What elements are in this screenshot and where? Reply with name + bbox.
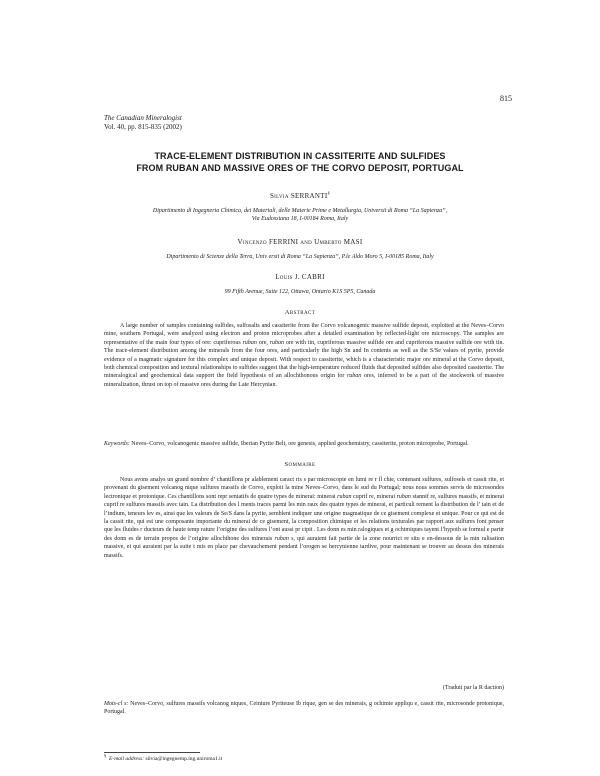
abstract-text-part-4: ores, inferred to be a part of the stockwork of massive mineralization, thrust on top of massive ores during the Late Hercynian. <box>104 373 504 388</box>
sommaire-text-part-2: cuprif re, minerai <box>351 493 397 500</box>
journal-volume: Vol. 40, pp. 815-835 (2002) <box>104 123 182 131</box>
footnote-mark: § <box>104 753 107 759</box>
paper-title <box>60 150 540 174</box>
mots-cles-text: Neves–Corvo, sulfures massifs volcanog niques, Ceinture Pyriteuse Ib rique, gen se des minerais, g ochimie appliqu e, cassit rite, microsonde protonique, Portugal. <box>104 701 504 716</box>
abstract-text <box>104 322 504 389</box>
journal-header <box>104 114 182 132</box>
author-1 <box>60 192 540 200</box>
footnote <box>104 753 223 762</box>
author-1-name: Silvia SERRANTI <box>269 192 328 200</box>
abstract-text-part-2: ore, <box>256 339 270 346</box>
title-line-2: FROM RUBAN AND MASSIVE ORES OF THE CORVO DEPOSIT, PORTUGAL <box>136 163 464 173</box>
abstract-text-part-3: ore with tin, cupriferous massive sulfide ore and cupriferous massive sulfide ore with tin. The trace-element distribution among the minerals from the four ores, and particularly the high Sn and In contents as well as the S/Se values of pyrite, provide evidence of a magmatic signature for this complex and unique deposit. With respect to cassiterite, which is a characteristic major ore mineral at the Corvo deposit, both chemical composition and textural relationships to sulfides suggest that the high-temperature reduced fluids that deposited sulfides also deposited cassiterite. The mineralogical and geochemical data support the field hypothesis of an allochthonous origin for <box>104 339 504 380</box>
sommaire-heading: Sommaire <box>284 461 316 468</box>
footnote-email: silvia@ingegnemp.ing.uniroma1.it <box>144 756 223 762</box>
author-1-footnote-mark: § <box>327 190 331 196</box>
sommaire-text <box>104 476 504 560</box>
sommaire-text-part-3: stannif re, sulfures massifs, et minerai cuprif re sulfures massifs avec tain. La distribution des l ments traces parmi les min raux des quatre types de minerai, et particuli rement la distribution de l’ tain et de l’indium, teneurs lev es, ainsi que les valeurs de Se/S dans la pyrite, semblent indiquer une origine magmatique de ce gisement complexe et unique. Pour ce qui est de la cassit rite, qui est une composante importante du minerai de ce gisement, la composition chimique et les relations texturales par rapport aux sulfures font penser que les fluides r ducteurs de haute temp rature l’origine des sulfures l’ont aussi pr cipit . Les donn es min ralogiques et g ochimiques tayent l’hypoth se formul e partir des donn es de terrain propos de l’origine allochthone des minerais <box>104 493 504 542</box>
abstract-italic-ruban-3: ruban <box>346 373 362 380</box>
author-3: Louis J. CABRI <box>275 273 325 281</box>
keywords-text: Neves–Corvo, volcanogenic massive sulfide, Iberian Pyrite Belt, ore genesis, applied geochemistry, cassiterite, proton microprobe, Portugal. <box>129 441 469 447</box>
keywords-label: Keywords: <box>104 441 130 447</box>
affiliation-1-line-2: Via Eudossiana 18, I-00184 Roma, Italy <box>251 216 349 222</box>
author-2: Vincenzo FERRINI and Umberto MASI <box>237 238 363 246</box>
keywords <box>104 440 504 448</box>
affiliation-3: 99 Fifth Avenue, Suite 122, Ottawa, Ontario K1S 5P5, Canada <box>224 289 376 295</box>
affiliation-1-line-1: Dipartimento di Ingegneria Chimica, dei Materiali, delle Materie Prime e Metallurgia, Universit di Roma “La Sapienza”, <box>152 208 448 214</box>
mots-cles-label: Mots-cl s: <box>104 701 129 707</box>
sommaire-italic-rubans: ruban s <box>274 535 294 542</box>
sommaire-text-part-4: , qui auraient fait partie de la zone nourrici re situ e en-dessous de la min ralisation massive, et qui auraient par la suite t mis en place par chevauchement pendant l’orogen se hercynienne tardive, pour maintenant se trouver au dessus des minerais massifs. <box>104 535 505 559</box>
mots-cles <box>104 700 504 717</box>
abstract-italic-ruban-2: ruban <box>269 339 285 346</box>
sommaire-italic-ruban-2: ruban <box>396 493 411 500</box>
title-line-1: TRACE-ELEMENT DISTRIBUTION IN CASSITERITE AND SULFIDES <box>154 151 446 161</box>
affiliation-2: Dipartimento di Scienze della Terra, Univ ersit di Roma “La Sapienza”, P.le Aldo Moro 5, I-00185 Roma, Italy <box>166 254 434 260</box>
sommaire-italic-ruban-1: ruban <box>337 493 352 500</box>
affiliation-1 <box>80 207 520 223</box>
abstract-text-part-1: A large number of samples containing sulfides, sulfosalts and cassiterite from the Corvo volcanogenic massive sulfide deposit, exploited at the Neves–Corvo mine, southern Portugal, were analyzed using electron and proton microprobes after a detailed examination by reflected-light ore microscopy. The samples are representative of the main four types of ore: cupriferous <box>104 323 504 346</box>
sommaire-text-part-1: Nous avons analys un grand nombre d’ chantillons pr alablement caract ris s par microscopie en lumi re r fl chie, contenant sulfures, sulfosels et cassit rite, et provenant du gisement volcanog nique sulfures massifs de Corvo, exploit la mine Neves–Corvo, dans le sud du Portugal; nous nous sommes servis de microsondes lectronique et protonique. Ces chantillons sont repr sentatifs de quatre types de minerai: minerai <box>104 477 504 500</box>
translation-credit: (Traduit par la R daction) <box>442 685 504 691</box>
abstract-italic-ruban-1: ruban <box>242 339 257 346</box>
footnote-email-label: E-mail address: <box>109 756 145 762</box>
abstract-heading: Abstract <box>284 309 316 316</box>
page-number: 815 <box>500 94 512 103</box>
footnote-rule <box>104 752 200 753</box>
journal-name: The Canadian Mineralogist <box>104 114 182 122</box>
